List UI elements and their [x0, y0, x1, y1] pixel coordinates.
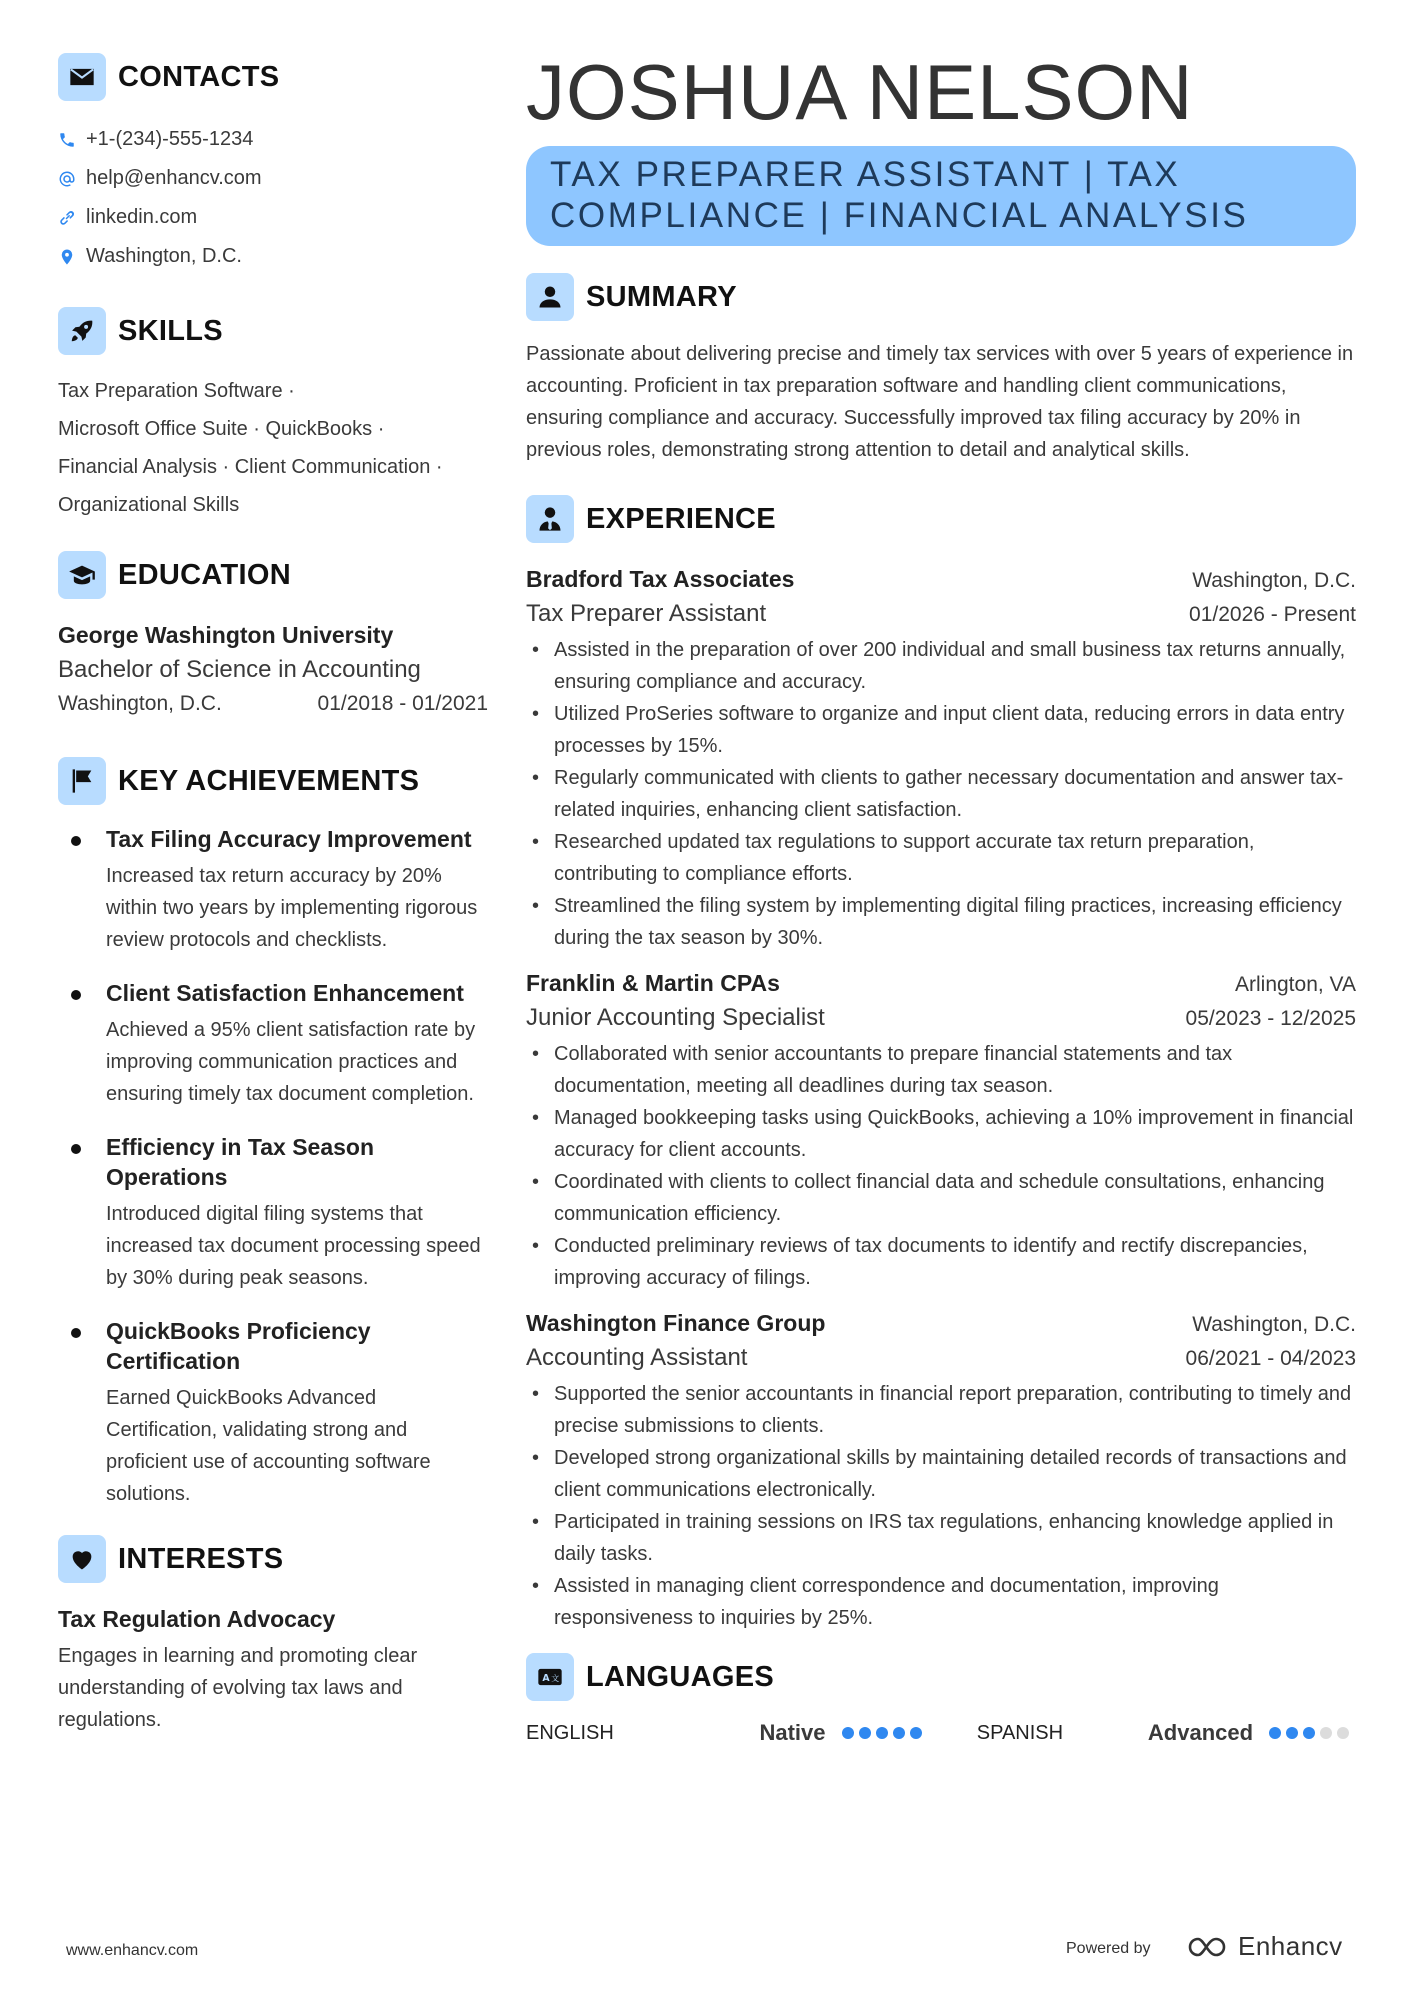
achievement-item [58, 1316, 488, 1510]
flag-icon [58, 757, 106, 805]
job-header [526, 1306, 1356, 1340]
contact-phone-text: +1-(234)-555-1234 [86, 128, 254, 150]
experience-title: EXPERIENCE [586, 502, 776, 535]
contact-location-text: Washington, D.C. [86, 245, 242, 267]
proficiency-dot-filled [1286, 1727, 1298, 1739]
contact-linkedin[interactable] [58, 198, 488, 237]
job-bullet: • Managed bookkeeping tasks using QuickBooks, achieving a 10% improvement in financial accuracy for client accounts. [526, 1102, 1356, 1166]
job-subheader [526, 1000, 1356, 1036]
job-dates: 05/2023 - 12/2025 [1185, 1007, 1356, 1030]
proficiency-dot-filled [893, 1727, 905, 1739]
experience-header [526, 494, 1356, 544]
achievement-title: Client Satisfaction Enhancement [106, 980, 464, 1006]
footer-url[interactable]: www.enhancv.com [66, 1942, 199, 1959]
contacts-header [58, 52, 488, 102]
proficiency-dot-filled [842, 1727, 854, 1739]
right-column [526, 48, 1356, 1746]
education-dates: 01/2018 - 01/2021 [317, 692, 488, 715]
envelope-icon [58, 53, 106, 101]
skills-line: Financial Analysis · Client Communication · [58, 456, 443, 478]
enhancv-logo[interactable] [1186, 1931, 1343, 1962]
contact-email[interactable] [58, 159, 488, 198]
link-icon [58, 209, 76, 227]
skills-title: SKILLS [118, 314, 223, 347]
bullet-dot [71, 990, 81, 1000]
job-entry [526, 1306, 1356, 1634]
contact-location [58, 237, 488, 276]
language-name: SPANISH [976, 1721, 1064, 1744]
education-degree: Bachelor of Science in Accounting [58, 656, 421, 683]
proficiency-dot-filled [1269, 1727, 1281, 1739]
user-icon [526, 273, 574, 321]
job-bullet: • Collaborated with senior accountants to prepare financial statements and tax documentation, meeting all deadlines during tax season. [526, 1038, 1356, 1102]
job-bullet: • Participated in training sessions on IRS tax regulations, enhancing knowledge applied in daily tasks. [526, 1506, 1356, 1570]
job-bullet: • Coordinated with clients to collect financial data and schedule consultations, enhancing communication efficiency. [526, 1166, 1356, 1230]
bullet-dot [71, 1328, 81, 1338]
enhancv-brand: Enhancv [1238, 1931, 1343, 1961]
achievement-item [58, 1132, 488, 1294]
heart-icon [58, 1535, 106, 1583]
proficiency-dot-filled [910, 1727, 922, 1739]
language-level: Advanced [1147, 1720, 1254, 1745]
proficiency-dot-empty [1320, 1727, 1332, 1739]
job-role: Accounting Assistant [526, 1344, 748, 1371]
translate-icon [526, 1653, 574, 1701]
job-subheader [526, 596, 1356, 632]
education-meta [58, 688, 488, 720]
languages-header [526, 1652, 1356, 1702]
language-proficiency-dots [1269, 1727, 1356, 1739]
language-level: Native [759, 1720, 826, 1745]
job-location: Washington, D.C. [1192, 1313, 1356, 1336]
job-role: Tax Preparer Assistant [526, 600, 767, 627]
job-bullets [526, 1038, 1356, 1294]
achievement-title: Tax Filing Accuracy Improvement [106, 826, 472, 852]
proficiency-dot-filled [876, 1727, 888, 1739]
job-entry [526, 966, 1356, 1294]
contacts-title: CONTACTS [118, 60, 280, 93]
language-proficiency-dots [842, 1727, 948, 1739]
skills-line: Organizational Skills [58, 494, 240, 516]
job-bullet: • Regularly communicated with clients to gather necessary documentation and answer tax-related inquiries, enhancing client satisfaction. [526, 762, 1356, 826]
proficiency-dot-filled [859, 1727, 871, 1739]
svg-text:A: A [542, 1673, 550, 1685]
job-header [526, 966, 1356, 1000]
job-company: Bradford Tax Associates [526, 566, 795, 592]
map-pin-icon [58, 248, 76, 266]
job-role: Junior Accounting Specialist [526, 1004, 825, 1031]
achievement-desc: Increased tax return accuracy by 20% within two years by implementing rigorous review protocols and checklists. [106, 865, 478, 951]
svg-text:文: 文 [551, 1673, 560, 1684]
job-company: Washington Finance Group [526, 1310, 826, 1336]
job-dates: 06/2021 - 04/2023 [1185, 1347, 1356, 1370]
interests-header [58, 1534, 488, 1584]
left-column [58, 52, 488, 1736]
job-bullet: • Conducted preliminary reviews of tax documents to identify and rectify discrepancies, improving accuracy of filings. [526, 1230, 1356, 1294]
job-bullet: • Researched updated tax regulations to support accurate tax return preparation, contributing to compliance efforts. [526, 826, 1356, 890]
interest-title: Tax Regulation Advocacy [58, 1606, 336, 1632]
proficiency-dot-empty [1337, 1727, 1349, 1739]
language-name: ENGLISH [526, 1721, 614, 1744]
contact-email-text: help@enhancv.com [86, 167, 262, 189]
bullet-dot [71, 1144, 81, 1154]
at-icon [58, 170, 76, 188]
achievements-list [58, 824, 488, 1510]
achievement-item [58, 824, 488, 956]
education-header [58, 550, 488, 600]
job-company: Franklin & Martin CPAs [526, 970, 780, 996]
graduation-cap-icon [58, 551, 106, 599]
footer-powered-by: Powered by [1066, 1940, 1151, 1957]
job-bullet: • Utilized ProSeries software to organize and input client data, reducing errors in data entry processes by 15%. [526, 698, 1356, 762]
interest-item [58, 1602, 488, 1736]
summary-title: SUMMARY [586, 280, 737, 313]
interests-title: INTERESTS [118, 1542, 284, 1575]
job-bullet: • Developed strong organizational skills by maintaining detailed records of transactions and client communications electronically. [526, 1442, 1356, 1506]
bullet-dot [71, 836, 81, 846]
job-location: Arlington, VA [1234, 973, 1356, 996]
education-school: George Washington University [58, 622, 394, 648]
achievements-header [58, 756, 488, 806]
skills-line: Tax Preparation Software · [58, 380, 295, 402]
job-subheader [526, 1340, 1356, 1376]
achievement-desc: Introduced digital filing systems that increased tax document processing speed by 30% during peak seasons. [106, 1203, 481, 1289]
job-bullets [526, 634, 1356, 954]
job-dates: 01/2026 - Present [1189, 603, 1356, 626]
achievement-desc: Achieved a 95% client satisfaction rate by improving communication practices and ensuring timely tax document completion. [106, 1019, 476, 1105]
achievements-title: KEY ACHIEVEMENTS [118, 764, 420, 797]
achievement-title: QuickBooks Proficiency Certification [106, 1318, 371, 1374]
phone-icon [58, 131, 76, 149]
skills-list [58, 372, 488, 524]
contact-linkedin-text: linkedin.com [86, 206, 198, 228]
skills-header [58, 306, 488, 356]
job-entry [526, 562, 1356, 954]
job-bullet: • Streamlined the filing system by implementing digital filing practices, increasing efficiency during the tax season by 30%. [526, 890, 1356, 954]
job-bullets [526, 1378, 1356, 1634]
skills-line: Microsoft Office Suite · QuickBooks · [58, 418, 385, 440]
contact-phone[interactable] [58, 120, 488, 159]
summary-text: Passionate about delivering precise and timely tax services with over 5 years of experience in accounting. Proficient in tax preparation software and handling client communications, ensuring compliance and accuracy. Successfully improved tax filing accuracy by 20% in previous roles, demonstrating strong attention to detail and analytical skills. [526, 343, 1354, 461]
rocket-icon [58, 307, 106, 355]
job-location: Washington, D.C. [1192, 569, 1356, 592]
summary-header [526, 272, 1356, 322]
user-tie-icon [526, 495, 574, 543]
achievement-desc: Earned QuickBooks Advanced Certification, validating strong and proficient use of accounting software solutions. [106, 1387, 431, 1505]
job-header [526, 562, 1356, 596]
languages-title: LANGUAGES [586, 1660, 774, 1693]
job-bullet: • Supported the senior accountants in financial report preparation, contributing to timely and precise submissions to clients. [526, 1378, 1356, 1442]
enhancv-logo-icon [1186, 1933, 1234, 1961]
achievement-item [58, 978, 488, 1110]
candidate-name: JOSHUA NELSON [526, 48, 1194, 136]
proficiency-dot-filled [1303, 1727, 1315, 1739]
interest-desc: Engages in learning and promoting clear understanding of evolving tax laws and regulations. [58, 1645, 418, 1731]
education-entry [58, 618, 488, 720]
job-bullet: • Assisted in managing client correspondence and documentation, improving responsiveness to inquiries by 25%. [526, 1570, 1356, 1634]
contact-list [58, 120, 488, 276]
job-bullet: • Assisted in the preparation of over 200 individual and small business tax returns annually, ensuring compliance and accuracy. [526, 634, 1356, 698]
headline-banner: TAX PREPARER ASSISTANT | TAX COMPLIANCE | FINANCIAL ANALYSIS [526, 146, 1356, 246]
education-location: Washington, D.C. [58, 692, 222, 715]
achievement-title: Efficiency in Tax Season Operations [106, 1134, 375, 1190]
languages-row [526, 1720, 1356, 1746]
education-title: EDUCATION [118, 558, 291, 591]
